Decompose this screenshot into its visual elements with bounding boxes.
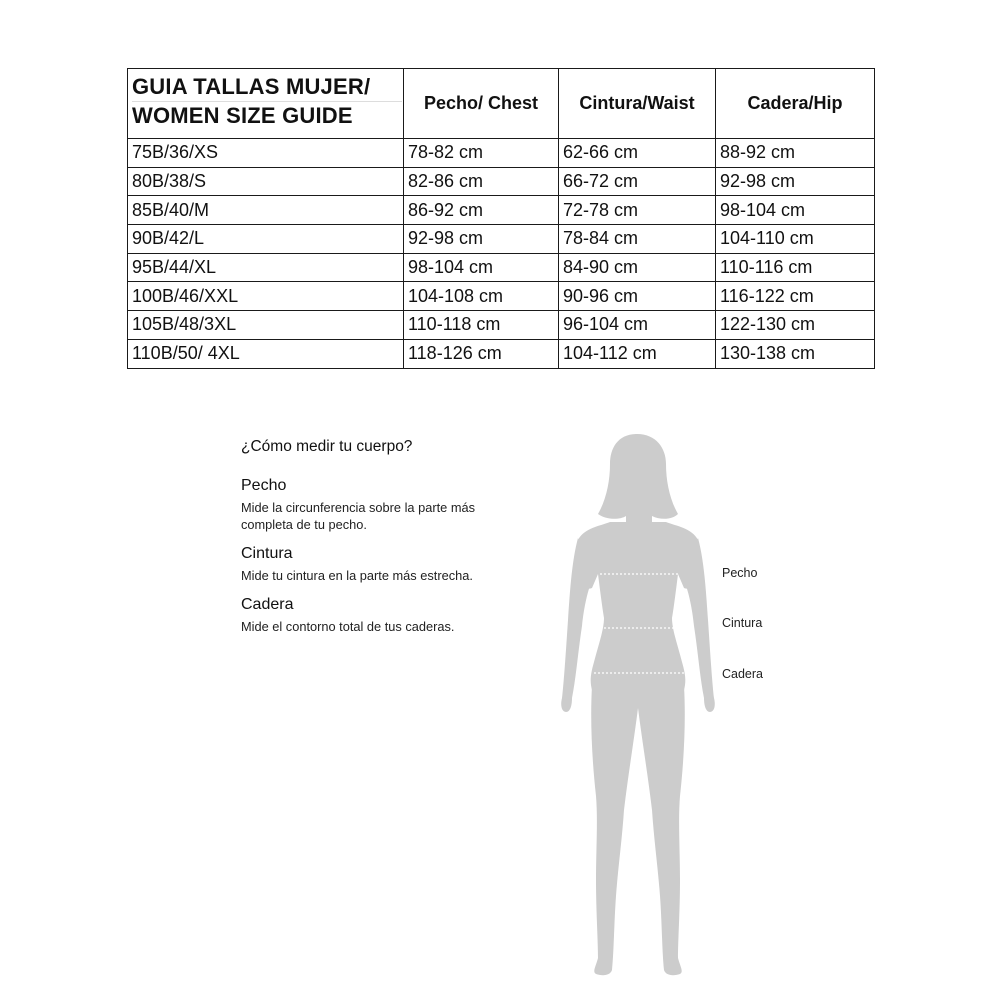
guide-question: ¿Cómo medir tu cuerpo? <box>241 438 413 455</box>
cell-hip: 104-110 cm <box>716 225 875 254</box>
cell-chest: 104-108 cm <box>404 282 559 311</box>
cell-chest: 78-82 cm <box>404 139 559 168</box>
table-row <box>128 311 875 340</box>
guide-text-line: Mide tu cintura en la parte más estrecha. <box>241 568 473 583</box>
guide-heading-chest: Pecho <box>241 477 287 494</box>
cell-hip: 122-130 cm <box>716 311 875 340</box>
guide-text-hip <box>241 618 571 635</box>
table-row <box>128 225 875 254</box>
guide-text-chest <box>241 499 571 533</box>
cell-chest: 92-98 cm <box>404 225 559 254</box>
cell-hip: 110-116 cm <box>716 253 875 282</box>
cell-size: 100B/46/XXL <box>128 282 404 311</box>
cell-hip: 98-104 cm <box>716 196 875 225</box>
cell-chest: 86-92 cm <box>404 196 559 225</box>
cell-size: 85B/40/M <box>128 196 404 225</box>
cell-chest: 110-118 cm <box>404 311 559 340</box>
cell-chest: 118-126 cm <box>404 339 559 368</box>
guide-heading-waist: Cintura <box>241 545 293 562</box>
cell-size: 80B/38/S <box>128 167 404 196</box>
table-row <box>128 339 875 368</box>
table-row <box>128 282 875 311</box>
cell-size: 90B/42/L <box>128 225 404 254</box>
table-title-line1: GUIA TALLAS MUJER/ <box>132 73 402 102</box>
cell-hip: 88-92 cm <box>716 139 875 168</box>
guide-text-waist <box>241 567 571 584</box>
cell-waist: 62-66 cm <box>559 139 716 168</box>
header-waist: Cintura/Waist <box>559 69 716 139</box>
silhouette-body <box>561 434 715 975</box>
measuring-guide <box>241 438 571 647</box>
cell-hip: 116-122 cm <box>716 282 875 311</box>
cell-waist: 84-90 cm <box>559 253 716 282</box>
cell-waist: 66-72 cm <box>559 167 716 196</box>
cell-size: 105B/48/3XL <box>128 311 404 340</box>
guide-text-line: Mide la circunferencia sobre la parte más <box>241 500 476 515</box>
table-title <box>128 69 404 139</box>
cell-size: 110B/50/ 4XL <box>128 339 404 368</box>
size-guide-table <box>127 68 875 369</box>
header-chest: Pecho/ Chest <box>404 69 559 139</box>
cell-waist: 72-78 cm <box>559 196 716 225</box>
cell-size: 95B/44/XL <box>128 253 404 282</box>
cell-waist: 90-96 cm <box>559 282 716 311</box>
cell-chest: 98-104 cm <box>404 253 559 282</box>
header-hip: Cadera/Hip <box>716 69 875 139</box>
table-row <box>128 139 875 168</box>
figure-label-waist: Cintura <box>722 616 763 630</box>
female-silhouette <box>540 430 720 980</box>
cell-hip: 130-138 cm <box>716 339 875 368</box>
cell-waist: 104-112 cm <box>559 339 716 368</box>
figure-label-hip: Cadera <box>722 667 763 681</box>
table-row <box>128 253 875 282</box>
guide-text-line: Mide el contorno total de tus caderas. <box>241 619 455 634</box>
table-row <box>128 167 875 196</box>
table-title-line2: WOMEN SIZE GUIDE <box>132 103 353 128</box>
cell-waist: 78-84 cm <box>559 225 716 254</box>
cell-size: 75B/36/XS <box>128 139 404 168</box>
cell-hip: 92-98 cm <box>716 167 875 196</box>
guide-text-line: completa de tu pecho. <box>241 517 367 532</box>
guide-heading-hip: Cadera <box>241 596 294 613</box>
table-row <box>128 196 875 225</box>
table-header-row <box>128 69 875 139</box>
cell-waist: 96-104 cm <box>559 311 716 340</box>
cell-chest: 82-86 cm <box>404 167 559 196</box>
figure-label-chest: Pecho <box>722 566 758 580</box>
